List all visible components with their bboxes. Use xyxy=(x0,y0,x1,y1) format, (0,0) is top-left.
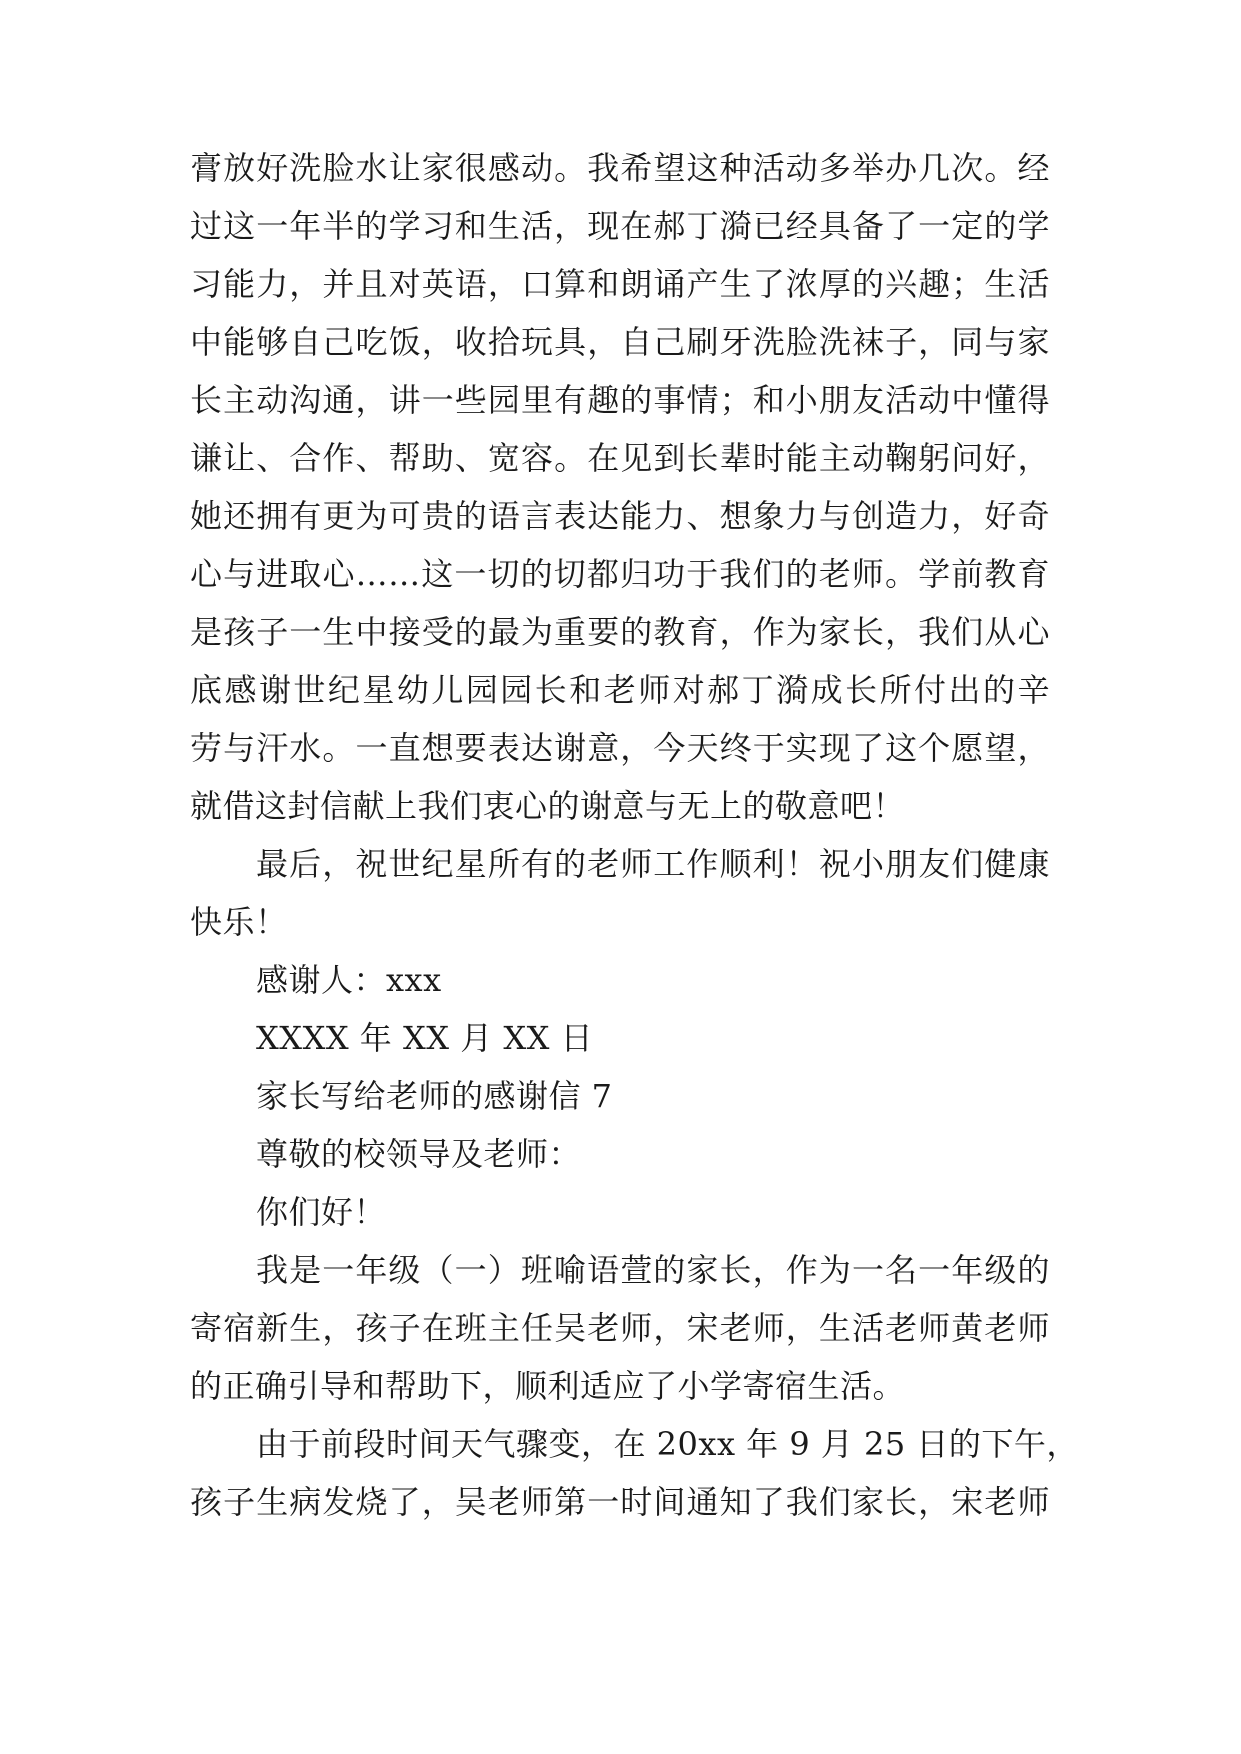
paragraph-1-line-8: 心与进取心……这一切的切都归功于我们的老师。学前教育 xyxy=(190,555,1050,593)
paragraph-1-line-1: 膏放好洗脸水让家很感动。我希望这种活动多举办几次。经 xyxy=(190,149,1050,187)
paragraph-2-line-2: 快乐！ xyxy=(190,903,288,941)
paragraph-1-line-3: 习能力，并且对英语，口算和朗诵产生了浓厚的兴趣；生活 xyxy=(190,265,1050,303)
letter-title: 家长写给老师的感谢信 7 xyxy=(256,1077,613,1115)
paragraph-1-line-5: 长主动沟通，讲一些园里有趣的事情；和小朋友活动中懂得 xyxy=(190,381,1050,419)
paragraph-4-line-2: 孩子生病发烧了，吴老师第一时间通知了我们家长，宋老师 xyxy=(190,1483,1050,1521)
paragraph-1-line-4: 中能够自己吃饭，收拾玩具，自己刷牙洗脸洗袜子，同与家 xyxy=(190,323,1050,361)
paragraph-1-line-11: 劳与汗水。一直想要表达谢意，今天终于实现了这个愿望， xyxy=(190,729,1050,767)
signature: 感谢人：xxx xyxy=(256,961,442,999)
paragraph-4-line-1: 由于前段时间天气骤变，在 20xx 年 9 月 25 日的下午， xyxy=(256,1425,1079,1463)
paragraph-2-line-1: 最后，祝世纪星所有的老师工作顺利！祝小朋友们健康 xyxy=(256,845,1050,883)
paragraph-3-line-1: 我是一年级（一）班喻语萱的家长，作为一名一年级的 xyxy=(256,1251,1050,1289)
paragraph-1-line-10: 底感谢世纪星幼儿园园长和老师对郝丁漪成长所付出的辛 xyxy=(190,671,1050,709)
salutation: 尊敬的校领导及老师： xyxy=(256,1135,582,1173)
paragraph-1-line-9: 是孩子一生中接受的最为重要的教育，作为家长，我们从心 xyxy=(190,613,1050,651)
paragraph-1-line-12: 就借这封信献上我们衷心的谢意与无上的敬意吧！ xyxy=(190,787,906,825)
paragraph-1-line-6: 谦让、合作、帮助、宽容。在见到长辈时能主动鞠躬问好， xyxy=(190,439,1050,477)
greeting: 你们好！ xyxy=(256,1193,387,1231)
paragraph-3-line-3: 的正确引导和帮助下，顺利适应了小学寄宿生活。 xyxy=(190,1367,906,1405)
date: XXXX 年 XX 月 XX 日 xyxy=(256,1019,594,1057)
paragraph-1-line-2: 过这一年半的学习和生活，现在郝丁漪已经具备了一定的学 xyxy=(190,207,1050,245)
paragraph-1-line-7: 她还拥有更为可贵的语言表达能力、想象力与创造力，好奇 xyxy=(190,497,1050,535)
paragraph-3-line-2: 寄宿新生，孩子在班主任吴老师，宋老师，生活老师黄老师 xyxy=(190,1309,1050,1347)
